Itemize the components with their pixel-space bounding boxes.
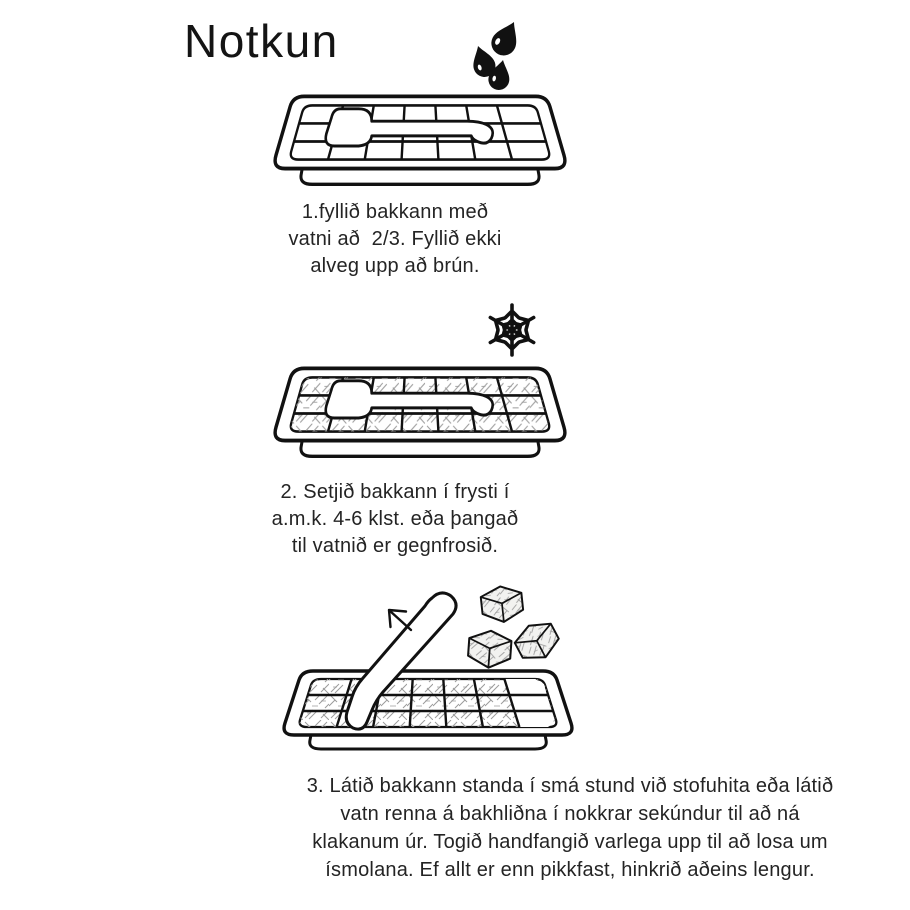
step-3-line: vatn renna á bakhliðna í nokkrar sekúndur til að ná bbox=[340, 803, 800, 825]
step-3-line: klakanum úr. Togið handfangið varlega upp til að losa um bbox=[312, 831, 828, 853]
frozen-tray bbox=[284, 671, 572, 749]
step-1-line: 1.fyllið bakkann með bbox=[301, 201, 489, 223]
water-drop-large bbox=[487, 20, 525, 60]
snowflake-icon bbox=[484, 299, 540, 361]
ice-release-illustration bbox=[276, 580, 580, 770]
ice-cube bbox=[467, 629, 512, 669]
ice-cube bbox=[511, 616, 564, 667]
ice-cubes bbox=[467, 584, 563, 669]
step-2-line: til vatnið er gegnfrosið. bbox=[291, 535, 499, 557]
step-2-line: a.m.k. 4-6 klst. eða þangað bbox=[271, 508, 519, 530]
step-3-line: ísmolana. Ef allt er enn pikkfast, hinkrið aðeins lengur. bbox=[325, 859, 815, 881]
ice-tray-frozen-illustration bbox=[268, 365, 572, 462]
step-2-instructions bbox=[250, 479, 540, 560]
step-1-line: alveg upp að brún. bbox=[310, 255, 480, 277]
ice-tray-water-illustration bbox=[268, 93, 572, 190]
page-title: Notkun bbox=[184, 15, 339, 67]
ice-cube bbox=[480, 584, 524, 624]
step-1-line: vatni að 2/3. Fyllið ekki bbox=[288, 228, 502, 250]
water-drops-icon bbox=[462, 20, 538, 94]
lift-arrow-icon bbox=[389, 610, 411, 630]
step-1-instructions bbox=[250, 199, 540, 280]
step-2-line: 2. Setjið bakkann í frysti í bbox=[280, 481, 510, 503]
step-3-line: 3. Látið bakkann standa í smá stund við stofuhita eða látið bbox=[306, 775, 834, 797]
step-3-instructions bbox=[250, 772, 890, 884]
